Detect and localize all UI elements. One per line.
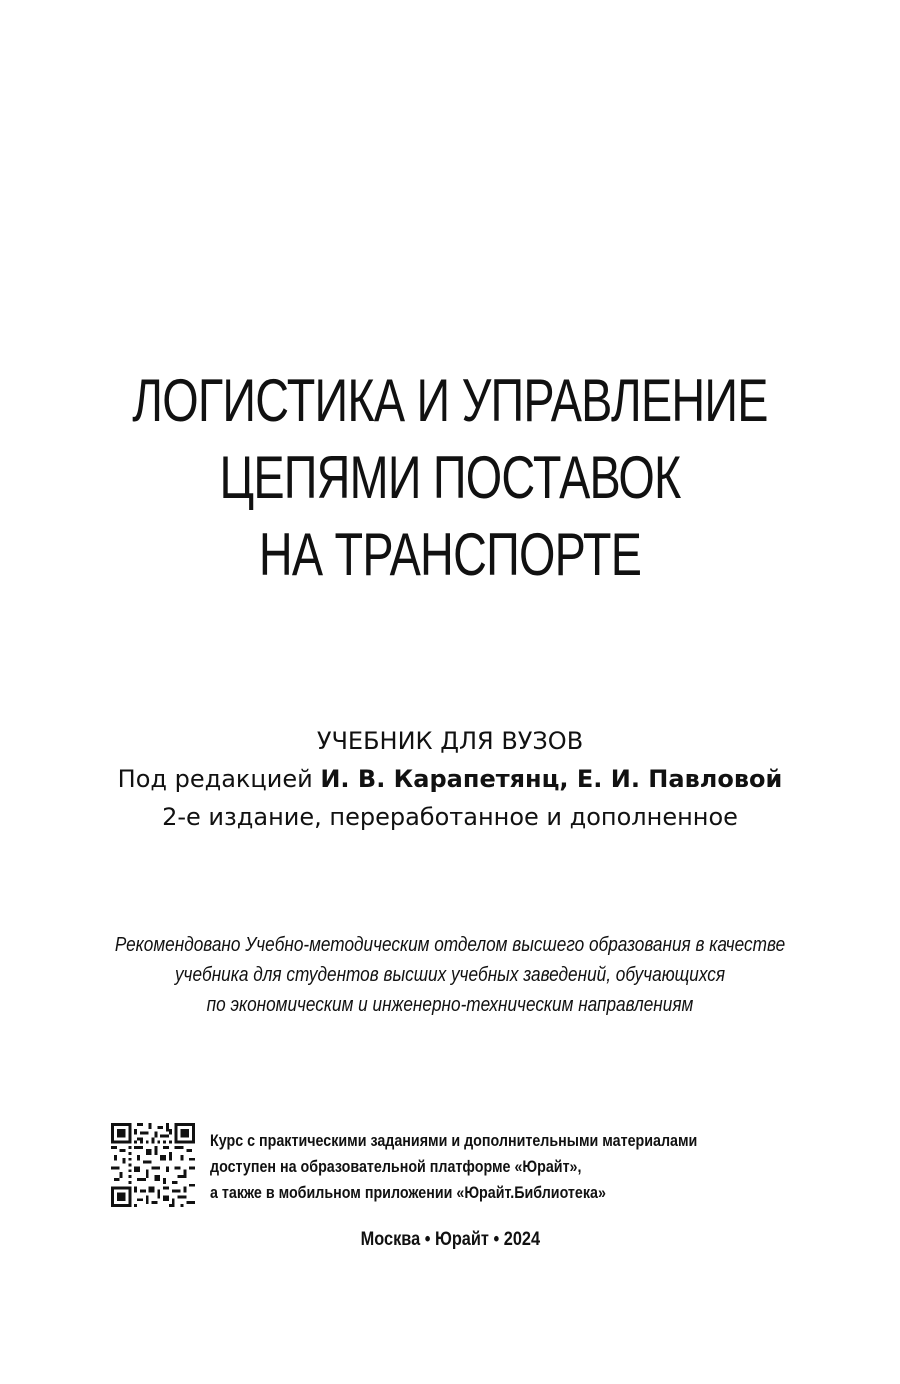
course-info-line-1: Курс с практическими заданиями и дополнительными материалами — [210, 1131, 698, 1150]
book-title-line-1: ЛОГИСТИКА И УПРАВЛЕНИЕ — [132, 367, 768, 434]
book-title-line-2: ЦЕПЯМИ ПОСТАВОК — [219, 444, 681, 511]
editors-line — [0, 760, 900, 798]
qr-code-icon[interactable] — [111, 1123, 195, 1207]
course-info-line-3: а также в мобильном приложении «Юрайт.Библиотека» — [210, 1183, 606, 1202]
recommendation-line-3: по экономическим и инженерно-техническим направлениям — [206, 994, 694, 1016]
recommendation-line-1: Рекомендовано Учебно-методическим отделом высшего образования в качестве — [114, 934, 786, 956]
publisher-imprint-text: Москва • Юрайт • 2024 — [360, 1229, 540, 1250]
recommendation — [0, 930, 900, 1020]
recommendation-line-2: учебника для студентов высших учебных заведений, обучающихся — [174, 964, 726, 986]
edition-line: 2-е издание, переработанное и дополненное — [162, 803, 738, 831]
publisher-imprint — [0, 1226, 900, 1254]
course-info-line-2: доступен на образовательной платформе «Юрайт», — [210, 1157, 582, 1176]
book-title — [0, 362, 900, 593]
book-type: УЧЕБНИК ДЛЯ ВУЗОВ — [316, 727, 584, 755]
editors-names: И. В. Карапетянц, Е. И. Павловой — [320, 765, 783, 793]
book-info — [0, 722, 900, 836]
course-info — [210, 1128, 850, 1206]
editors-prefix: Под редакцией — [117, 765, 321, 793]
book-title-line-3: НА ТРАНСПОРТЕ — [258, 521, 642, 588]
